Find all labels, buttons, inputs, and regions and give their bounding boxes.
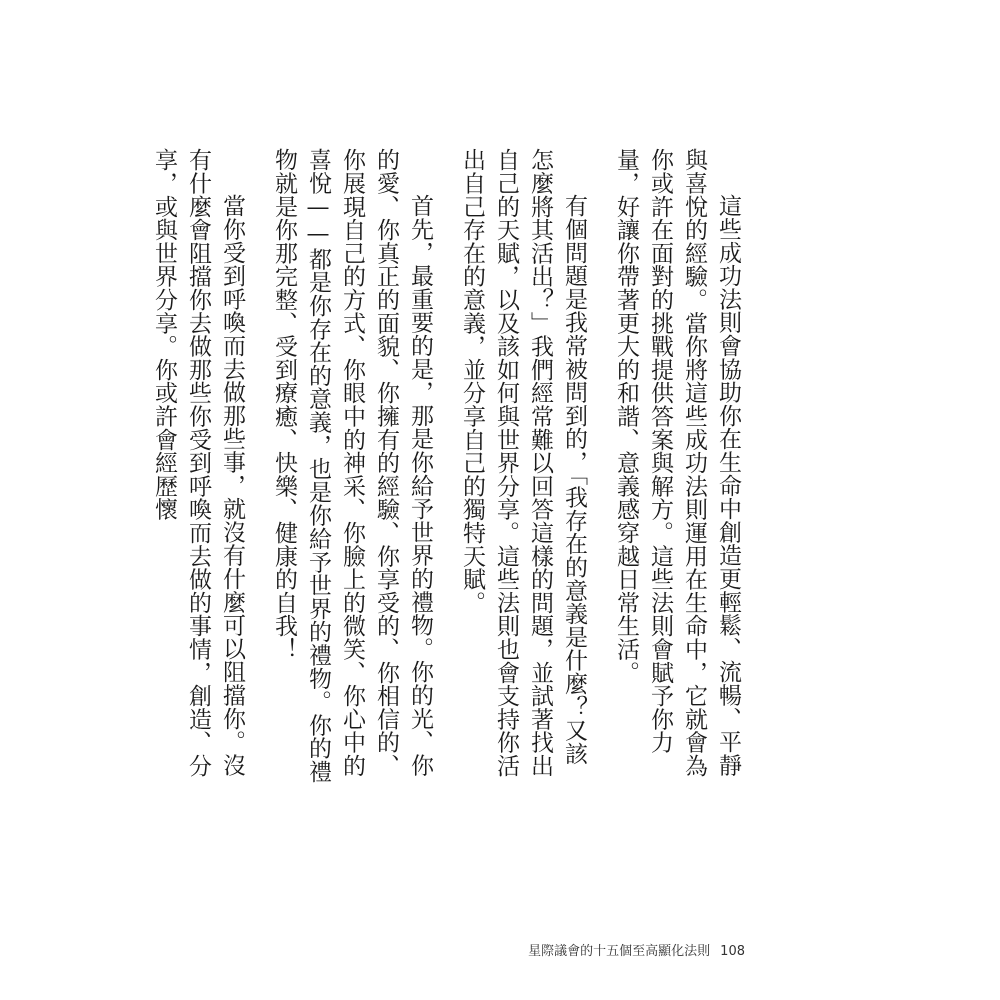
body-text bbox=[147, 148, 745, 788]
paragraph-2: 有個問題是我常被問到的，「我存在的意義是什麼？又該怎麼將其活出？」我們經常難以回答這樣的問題，並試著找出自己的天賦，以及該如何與世界分享。這些法則也會支持你活出自己存在的意義，並分享自己的獨特天賦。 bbox=[459, 148, 587, 778]
page-footer bbox=[528, 940, 745, 959]
running-title: 星際議會的十五個至高顯化法則 bbox=[528, 944, 711, 959]
paragraph-1: 這些成功法則會協助你在生命中創造更輕鬆、流暢、平靜與喜悅的經驗。當你將這些成功法則運用在生命中，它就會為你或許在面對的挑戰提供答案與解方。這些法則會賦予你力量，好讓你帶著更大的和諧、意義感穿越日常生活。 bbox=[613, 148, 741, 778]
page-number: 108 bbox=[720, 944, 745, 959]
paragraph-3: 首先，最重要的是，那是你給予世界的禮物。你的光、你的愛、你真正的面貌、你擁有的經驗、你享受的、你相信的、你展現自己的方式、你眼中的神采、你臉上的微笑、你心中的喜悅——都是你存在的意義，也是你給予世界的禮物。你的禮物就是你那完整、受到療癒、快樂、健康的自我！ bbox=[271, 148, 433, 784]
paragraph-4: 當你受到呼喚而去做那些事，就沒有什麼可以阻擋你。沒有什麼會阻擋你去做那些你受到呼喚而去做的事情，創造、分享，或與世界分享。你或許會經歷懷 bbox=[151, 148, 245, 778]
